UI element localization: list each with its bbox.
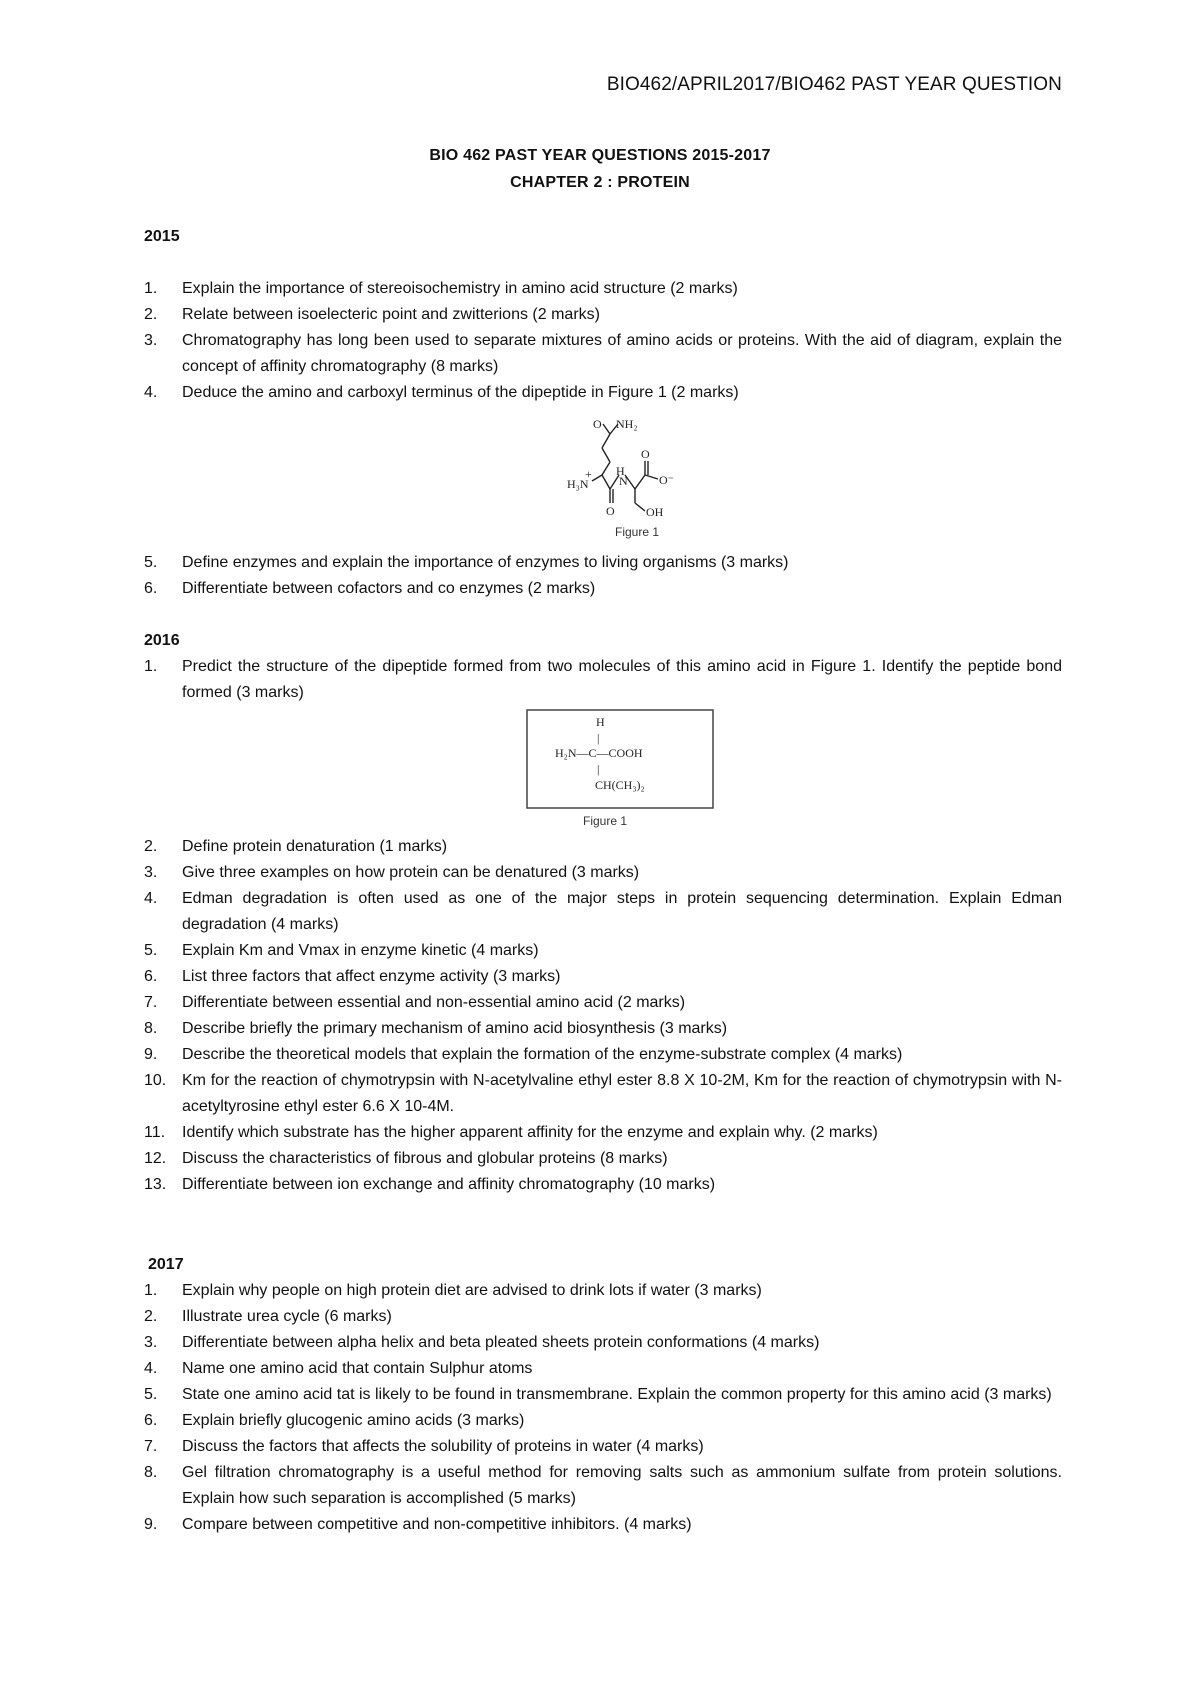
question-item	[144, 834, 1062, 860]
question-text: Illustrate urea cycle (6 marks)	[182, 1308, 392, 1325]
question-number: 1.	[144, 1282, 158, 1299]
figure-caption: Figure 1	[615, 525, 660, 539]
question-item	[144, 1146, 1062, 1172]
question-text: Discuss the characteristics of fibrous and globular proteins (8 marks)	[182, 1150, 668, 1167]
question-number: 10.	[144, 1072, 167, 1089]
question-item	[144, 860, 1062, 886]
question-item	[144, 964, 1062, 990]
question-text: Predict the structure of the dipeptide formed from two molecules of this amino acid in Figure 1. Identify the peptide bond formed (3 marks)	[182, 658, 1062, 701]
question-number: 7.	[144, 994, 158, 1011]
question-item	[144, 1068, 1062, 1120]
question-number: 6.	[144, 1412, 158, 1429]
question-text: Km for the reaction of chymotrypsin with N-acetylvaline ethyl ester 8.8 X 10-2M, Km for the reaction of chymotrypsin with N-acetyltyrosine ethyl ester 6.6 X 10-4M.	[182, 1072, 1062, 1115]
question-number: 12.	[144, 1150, 167, 1167]
question-item	[144, 1512, 1062, 1538]
question-text: Name one amino acid that contain Sulphur atoms	[182, 1360, 533, 1377]
question-text: Give three examples on how protein can be denatured (3 marks)	[182, 864, 640, 881]
question-text: Differentiate between alpha helix and beta pleated sheets protein conformations (4 marks)	[182, 1334, 820, 1351]
question-item	[144, 1434, 1062, 1460]
question-item	[144, 990, 1062, 1016]
question-text: Explain briefly glucogenic amino acids (3 marks)	[182, 1412, 525, 1429]
dipeptide-label-o-bottom: O	[606, 504, 615, 518]
year-heading-2017: 2017	[148, 1256, 184, 1273]
question-item	[144, 1382, 1062, 1408]
question-text: List three factors that affect enzyme activity (3 marks)	[182, 968, 561, 985]
question-number: 2.	[144, 838, 158, 855]
question-list-2015-a	[144, 276, 1062, 406]
document-title: BIO 462 PAST YEAR QUESTIONS 2015-2017	[429, 147, 771, 164]
question-text: Identify which substrate has the higher apparent affinity for the enzyme and explain why. (2 marks)	[182, 1124, 878, 1141]
question-number: 1.	[144, 280, 158, 297]
year-heading-2016: 2016	[144, 632, 180, 649]
question-number: 3.	[144, 864, 158, 881]
question-number: 3.	[144, 1334, 158, 1351]
dipeptide-label-oh: OH	[646, 505, 664, 519]
question-number: 5.	[144, 942, 158, 959]
question-item	[144, 654, 1062, 706]
amino-acid-label-h: H	[596, 715, 605, 729]
question-text: Differentiate between ion exchange and affinity chromatography (10 marks)	[182, 1176, 716, 1193]
dipeptide-label-o-minus: O⁻	[659, 473, 674, 487]
question-number: 4.	[144, 890, 158, 907]
question-number: 6.	[144, 968, 158, 985]
question-number: 3.	[144, 332, 158, 349]
question-text: Define protein denaturation (1 marks)	[182, 838, 448, 855]
question-item	[144, 1408, 1062, 1434]
question-item	[144, 328, 1062, 380]
question-item	[144, 1356, 1062, 1382]
question-list-2017	[144, 1278, 1062, 1538]
question-number: 2.	[144, 306, 158, 323]
question-text: Compare between competitive and non-competitive inhibitors. (4 marks)	[182, 1516, 692, 1533]
question-text: Differentiate between essential and non-essential amino acid (2 marks)	[182, 994, 686, 1011]
dipeptide-label-plus: +	[585, 467, 592, 481]
question-item	[144, 550, 1062, 576]
question-number: 9.	[144, 1046, 158, 1063]
question-item	[144, 886, 1062, 938]
question-item	[144, 1016, 1062, 1042]
question-list-2016-a	[144, 654, 1062, 706]
question-list-2016-b	[144, 834, 1062, 1198]
page-header: BIO462/APRIL2017/BIO462 PAST YEAR QUESTION	[606, 74, 1062, 95]
question-text: Explain Km and Vmax in enzyme kinetic (4 marks)	[182, 942, 539, 959]
question-number: 8.	[144, 1464, 158, 1481]
question-text: Chromatography has long been used to separate mixtures of amino acids or proteins. With the aid of diagram, explain the concept of affinity chromatography (8 marks)	[182, 332, 1062, 375]
figure-amino-acid	[525, 708, 715, 828]
year-heading-2015: 2015	[144, 228, 180, 245]
question-number: 2.	[144, 1308, 158, 1325]
question-item	[144, 1330, 1062, 1356]
question-text: Edman degradation is often used as one of the major steps in protein sequencing determination. Explain Edman degradation (4 marks)	[182, 890, 1062, 933]
question-number: 5.	[144, 554, 158, 571]
question-number: 4.	[144, 1360, 158, 1377]
question-item	[144, 1304, 1062, 1330]
question-text: Define enzymes and explain the importance of enzymes to living organisms (3 marks)	[182, 554, 789, 571]
question-number: 9.	[144, 1516, 158, 1533]
question-item	[144, 576, 1062, 602]
question-number: 11.	[144, 1124, 166, 1141]
question-text: Discuss the factors that affects the solubility of proteins in water (4 marks)	[182, 1438, 704, 1455]
dipeptide-label-o-right: O	[641, 447, 650, 461]
question-number: 6.	[144, 580, 158, 597]
dipeptide-label-nh2: NH₂	[616, 417, 638, 431]
dipeptide-label-h3n: H₃N	[567, 477, 589, 491]
dipeptide-label-h: H	[616, 464, 625, 478]
question-text: Relate between isoelecteric point and zwitterions (2 marks)	[182, 306, 600, 323]
question-item	[144, 1278, 1062, 1304]
question-number: 7.	[144, 1438, 158, 1455]
question-list-2015-b	[144, 550, 1062, 602]
question-number: 13.	[144, 1176, 167, 1193]
amino-acid-bond-top: |	[597, 731, 600, 745]
question-item	[144, 302, 1062, 328]
amino-acid-bond-bottom: |	[597, 762, 600, 776]
question-item	[144, 938, 1062, 964]
amino-acid-label-side-chain: CH(CH₃)₂	[595, 778, 645, 792]
question-text: Explain why people on high protein diet are advised to drink lots if water (3 marks)	[182, 1282, 762, 1299]
question-item	[144, 1172, 1062, 1198]
question-number: 4.	[144, 384, 158, 401]
chapter-title: CHAPTER 2 : PROTEIN	[510, 174, 690, 191]
question-number: 1.	[144, 658, 158, 675]
question-item	[144, 380, 1062, 406]
dipeptide-label-o-top: O	[593, 417, 602, 431]
amino-acid-label-main: H₂N—C—COOH	[555, 746, 643, 760]
figure-caption: Figure 1	[583, 814, 628, 828]
question-text: State one amino acid tat is likely to be found in transmembrane. Explain the common property for this amino acid (3 marks)	[182, 1386, 1052, 1403]
question-text: Differentiate between cofactors and co enzymes (2 marks)	[182, 580, 596, 597]
question-text: Describe the theoretical models that explain the formation of the enzyme-substrate complex (4 marks)	[182, 1046, 903, 1063]
question-item	[144, 276, 1062, 302]
question-item	[144, 1120, 1062, 1146]
dipeptide-label-n: N	[619, 474, 628, 488]
question-item	[144, 1042, 1062, 1068]
question-text: Explain the importance of stereoisochemistry in amino acid structure (2 marks)	[182, 280, 738, 297]
dipeptide-bonds	[592, 424, 658, 511]
question-text: Gel filtration chromatography is a useful method for removing salts such as ammonium sulfate from protein solutions. Explain how such separation is accomplished (5 marks)	[182, 1464, 1062, 1507]
question-item	[144, 1460, 1062, 1512]
question-text: Describe briefly the primary mechanism of amino acid biosynthesis (3 marks)	[182, 1020, 728, 1037]
question-number: 5.	[144, 1386, 158, 1403]
question-text: Deduce the amino and carboxyl terminus of the dipeptide in Figure 1 (2 marks)	[182, 384, 739, 401]
figure-dipeptide	[555, 415, 705, 545]
question-number: 8.	[144, 1020, 158, 1037]
